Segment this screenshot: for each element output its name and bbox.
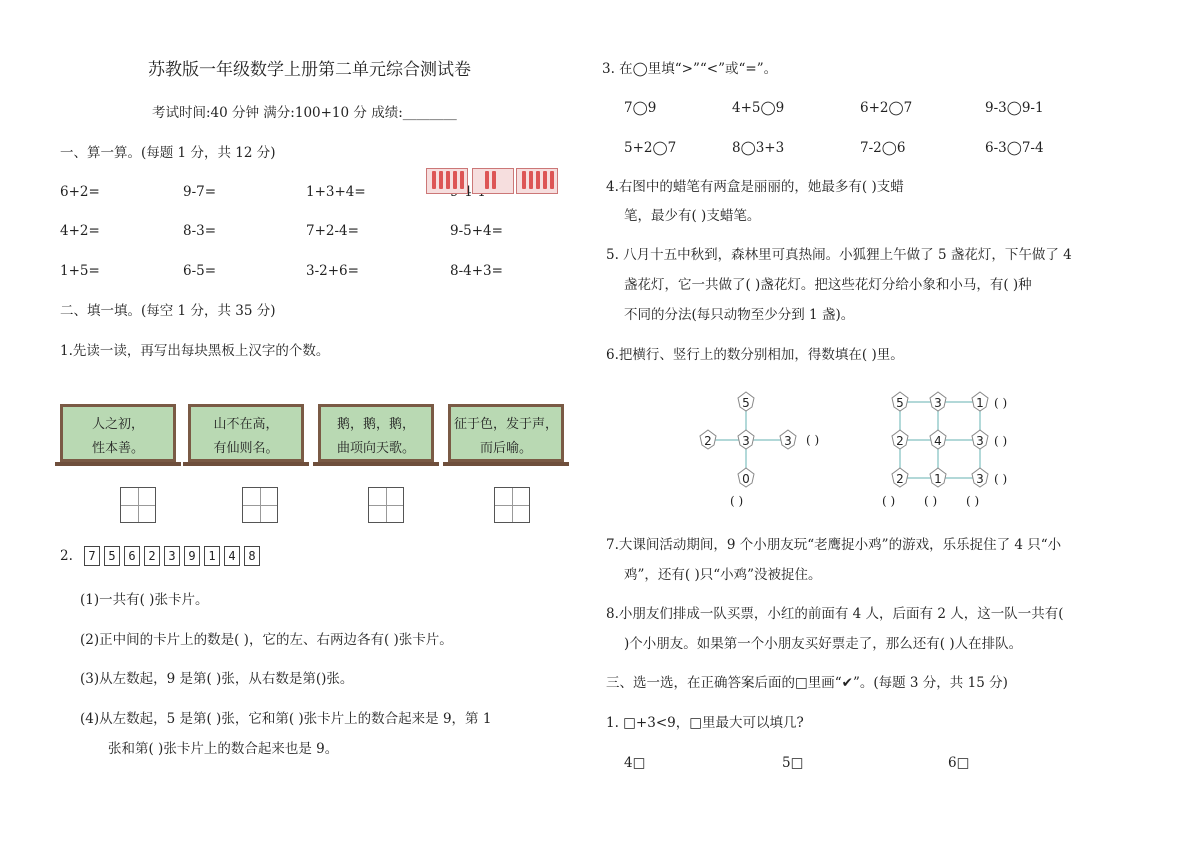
question-5: 5. 八月十五中秋到，森林里可真热闹。小狐狸上午做了 5 盏花灯，下午做了 4 — [606, 247, 1072, 263]
section-3-question-1: 1. □+3<9，□里最大可以填几? — [606, 715, 804, 731]
number-card: 1 — [204, 546, 220, 566]
leaf-number: 3 — [976, 434, 984, 448]
cross-sum-figure — [690, 390, 850, 515]
leaf-node — [738, 430, 754, 449]
leaf-node — [738, 392, 754, 411]
arith-item: 1+5= — [60, 263, 100, 279]
leaf-node — [972, 430, 988, 449]
arith-item: 8-3= — [183, 223, 217, 239]
answer-paren[interactable]: ( ) — [994, 434, 1008, 448]
blackboard — [188, 404, 304, 462]
number-cards — [84, 546, 264, 566]
leaf-number: 3 — [976, 472, 984, 486]
answer-grid-box[interactable] — [368, 487, 404, 523]
blackboard-line: 性本善。 — [91, 441, 144, 456]
question-4: 4.右图中的蜡笔有两盒是丽丽的，她最多有( )支蜡 — [606, 179, 904, 195]
number-card: 3 — [164, 546, 180, 566]
blackboard — [448, 404, 564, 462]
question-2-1: 1.先读一读，再写出每块黑板上汉字的个数。 — [60, 343, 330, 359]
compare-item: 7-2◯6 — [860, 140, 906, 156]
compare-item: 9-3◯9-1 — [985, 100, 1044, 116]
answer-grid-box[interactable] — [494, 487, 530, 523]
leaf-number: 5 — [742, 396, 750, 410]
question-6: 6.把横行、竖行上的数分别相加，得数填在( )里。 — [606, 347, 904, 363]
leaf-node — [972, 468, 988, 487]
leaf-node — [972, 392, 988, 411]
section-1-heading: 一、算一算。(每题 1 分，共 12 分) — [60, 145, 276, 161]
blackboard-line: 人之初， — [91, 417, 144, 432]
blackboard-line: 而后喻。 — [479, 441, 532, 456]
leaf-number: 3 — [742, 434, 750, 448]
leaf-node — [892, 468, 908, 487]
leaf-number: 2 — [896, 472, 904, 486]
compare-item: 5+2◯7 — [624, 140, 677, 156]
compare-item: 6-3◯7-4 — [985, 140, 1044, 156]
crayon-box-image — [426, 168, 468, 194]
leaf-number: 2 — [896, 434, 904, 448]
answer-paren[interactable]: ( ) — [966, 494, 980, 508]
answer-paren[interactable]: ( ) — [994, 396, 1008, 410]
number-card: 2 — [144, 546, 160, 566]
question-5-cont: 盏花灯，它一共做了( )盏花灯。把这些花灯分给小象和小马，有( )种 — [624, 277, 1032, 293]
answer-grid-box[interactable] — [242, 487, 278, 523]
exam-info: 考试时间:40 分钟 满分:100+10 分 成绩:________ — [152, 105, 457, 121]
blackboard — [60, 404, 176, 462]
leaf-node — [930, 430, 946, 449]
answer-paren[interactable]: ( ) — [994, 472, 1008, 486]
grid-sum-figure — [880, 390, 1040, 515]
leaf-number: 2 — [704, 434, 712, 448]
arith-item: 1+3+4= — [306, 184, 366, 200]
number-card: 5 — [104, 546, 120, 566]
section-3-heading: 三、选一选，在正确答案后面的□里画“✔”。(每题 3 分，共 15 分) — [606, 675, 1008, 691]
answer-paren[interactable]: ( ) — [882, 494, 896, 508]
number-card: 9 — [184, 546, 200, 566]
question-8: 8.小朋友们排成一队买票，小红的前面有 4 人，后面有 2 人，这一队一共有( — [606, 606, 1064, 622]
compare-item: 7◯9 — [624, 100, 657, 116]
leaf-node — [892, 392, 908, 411]
blackboard-line: 征于色，发于声， — [453, 417, 558, 432]
arith-item: 9-5+4= — [450, 223, 503, 239]
answer-paren[interactable]: ( ) — [806, 433, 820, 447]
number-card: 6 — [124, 546, 140, 566]
crayon-box-image — [516, 168, 558, 194]
leaf-number: 1 — [934, 472, 942, 486]
leaf-node — [700, 430, 716, 449]
page-title: 苏教版一年级数学上册第二单元综合测试卷 — [148, 60, 471, 80]
choice-option[interactable]: 6□ — [948, 755, 970, 771]
leaf-number: 3 — [934, 396, 942, 410]
question-2-2-number: 2. — [60, 548, 73, 564]
leaf-number: 4 — [934, 434, 942, 448]
question-3: 3. 在◯里填“>”“<”或“=”。 — [602, 61, 778, 77]
arith-item: 8-4+3= — [450, 263, 503, 279]
arith-item: 4+2= — [60, 223, 100, 239]
blackboard-line: 曲项向天歌。 — [336, 441, 415, 456]
leaf-node — [930, 468, 946, 487]
blackboard-line: 山不在高， — [213, 417, 279, 432]
question-8-cont: )个小朋友。如果第一个小朋友买好票走了，那么还有( )人在排队。 — [624, 636, 1023, 652]
question-5-cont: 不同的分法(每只动物至少分到 1 盏)。 — [624, 307, 855, 323]
leaf-number: 5 — [896, 396, 904, 410]
leaf-number: 1 — [976, 396, 984, 410]
blackboard-line: 鹅，鹅，鹅， — [336, 417, 415, 432]
answer-paren[interactable]: ( ) — [730, 494, 744, 508]
question-4-cont: 笔，最少有( )支蜡笔。 — [624, 208, 761, 224]
crayon-box-image — [472, 168, 514, 194]
question-7: 7.大课间活动期间，9 个小朋友玩“老鹰捉小鸡”的游戏，乐乐捉住了 4 只“小 — [606, 537, 1062, 553]
compare-item: 8◯3+3 — [732, 140, 785, 156]
question-2-2-3: (3)从左数起，9 是第( )张，从右数是第()张。 — [80, 671, 354, 687]
number-card: 8 — [244, 546, 260, 566]
answer-grid-box[interactable] — [120, 487, 156, 523]
number-card: 7 — [84, 546, 100, 566]
choice-option[interactable]: 4□ — [624, 755, 646, 771]
blackboard — [318, 404, 434, 462]
answer-paren[interactable]: ( ) — [924, 494, 938, 508]
compare-item: 4+5◯9 — [732, 100, 785, 116]
section-2-heading: 二、填一填。(每空 1 分，共 35 分) — [60, 303, 276, 319]
leaf-node — [892, 430, 908, 449]
leaf-node — [780, 430, 796, 449]
arith-item: 3-2+6= — [306, 263, 359, 279]
number-card: 4 — [224, 546, 240, 566]
compare-item: 6+2◯7 — [860, 100, 913, 116]
leaf-node — [738, 468, 754, 487]
leaf-number: 3 — [784, 434, 792, 448]
question-7-cont: 鸡”，还有( )只“小鸡”没被捉住。 — [624, 567, 822, 583]
arith-item: 6+2= — [60, 184, 100, 200]
arith-item: 6-5= — [183, 263, 217, 279]
question-2-2-1: (1)一共有( )张卡片。 — [80, 592, 209, 608]
question-2-2-4: (4)从左数起，5 是第( )张，它和第( )张卡片上的数合起来是 9，第 1 — [80, 711, 492, 727]
leaf-number: 0 — [742, 472, 750, 486]
question-2-2-4-cont: 张和第( )张卡片上的数合起来也是 9。 — [108, 741, 339, 757]
choice-option[interactable]: 5□ — [782, 755, 804, 771]
arith-item: 9-7= — [183, 184, 217, 200]
question-2-2-2: (2)正中间的卡片上的数是( )，它的左、右两边各有( )张卡片。 — [80, 632, 453, 648]
blackboard-line: 有仙则名。 — [213, 441, 279, 456]
leaf-node — [930, 392, 946, 411]
arith-item: 7+2-4= — [306, 223, 359, 239]
